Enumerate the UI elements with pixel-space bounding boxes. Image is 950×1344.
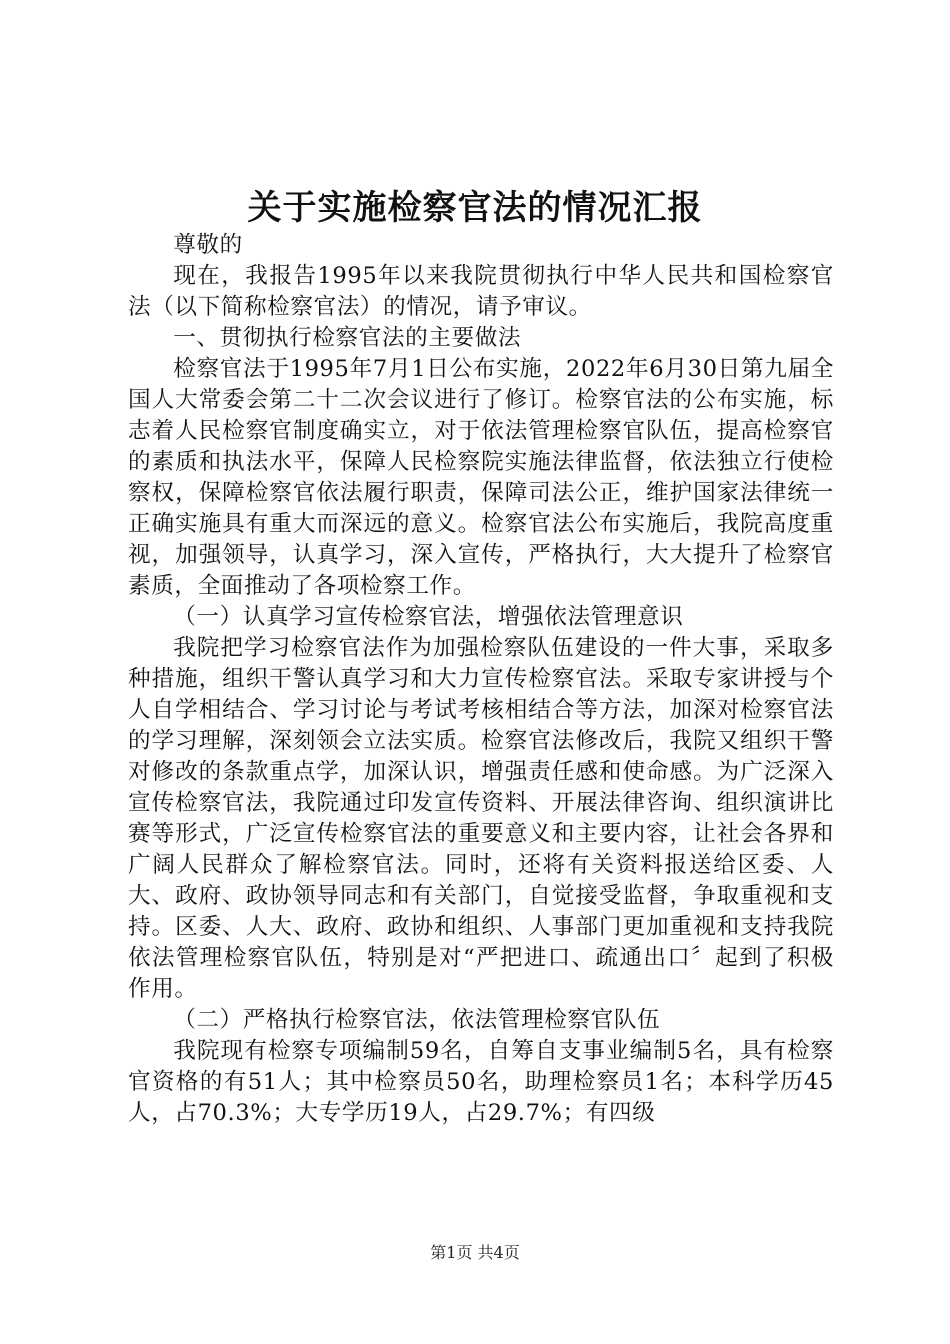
intro-paragraph: 现在，我报告1995年以来我院贯彻执行中华人民共和国检察官法（以下简称检察官法）的情况，请予审议。 (128, 263, 834, 320)
document-body (128, 230, 834, 1129)
body-paragraph: 我院把学习检察官法作为加强检察队伍建设的一件大事，采取多种措施，组织干警认真学习和大力宣传检察官法。采取专家讲授与个人自学相结合、学习讨论与考试考核相结合等方法，加深对检察官法的学习理解，深刻领会立法实质。检察官法修改后，我院又组织干警对修改的条款重点学，加深认识，增强责任感和使命感。为广泛深入宣传检察官法，我院通过印发宣传资料、开展法律咨询、组织演讲比赛等形式，广泛宣传检察官法的重要意义和主要内容，让社会各界和广阔人民群众了解检察官法。同时，还将有关资料报送给区委、人大、政府、政协领导同志和有关部门，自觉接受监督，争取重视和支持。区委、人大、政府、政协和组织、人事部门更加重视和支持我院依法管理检察官队伍，特别是对“严把进口、疏通出口〞起到了积极作用。 (128, 635, 834, 1002)
page-number-footer: 第1页 共4页 (430, 1243, 520, 1262)
body-paragraph: 我院现有检察专项编制59名，自筹自支事业编制5名，具有检察官资格的有51人；其中检察员50名，助理检察员1名；本科学历45人，占70.3%；大专学历19人，占29.7%；有四级 (128, 1038, 834, 1126)
salutation: 尊敬的 (173, 232, 243, 258)
body-paragraph: 检察官法于1995年7月1日公布实施，2022年6月30日第九届全国人大常委会第二十二次会议进行了修订。检察官法的公布实施，标志着人民检察官制度确实立，对于依法管理检察官队伍，提高检察官的素质和执法水平，保障人民检察院实施法律监督，依法独立行使检察权，保障检察官依法履行职责，保障司法公正，维护国家法律统一正确实施具有重大而深远的意义。检察官法公布实施后，我院高度重视，加强领导，认真学习，深入宣传，严格执行，大大提升了检察官素质，全面推动了各项检察工作。 (128, 356, 834, 599)
subsection-heading-1: （一）认真学习宣传检察官法，增强依法管理意识 (173, 604, 684, 630)
section-heading-1: 一、贯彻执行检察官法的主要做法 (173, 325, 522, 351)
document-title: 关于实施检察官法的情况汇报 (247, 188, 703, 228)
subsection-heading-2: （二）严格执行检察官法，依法管理检察官队伍 (173, 1007, 661, 1033)
